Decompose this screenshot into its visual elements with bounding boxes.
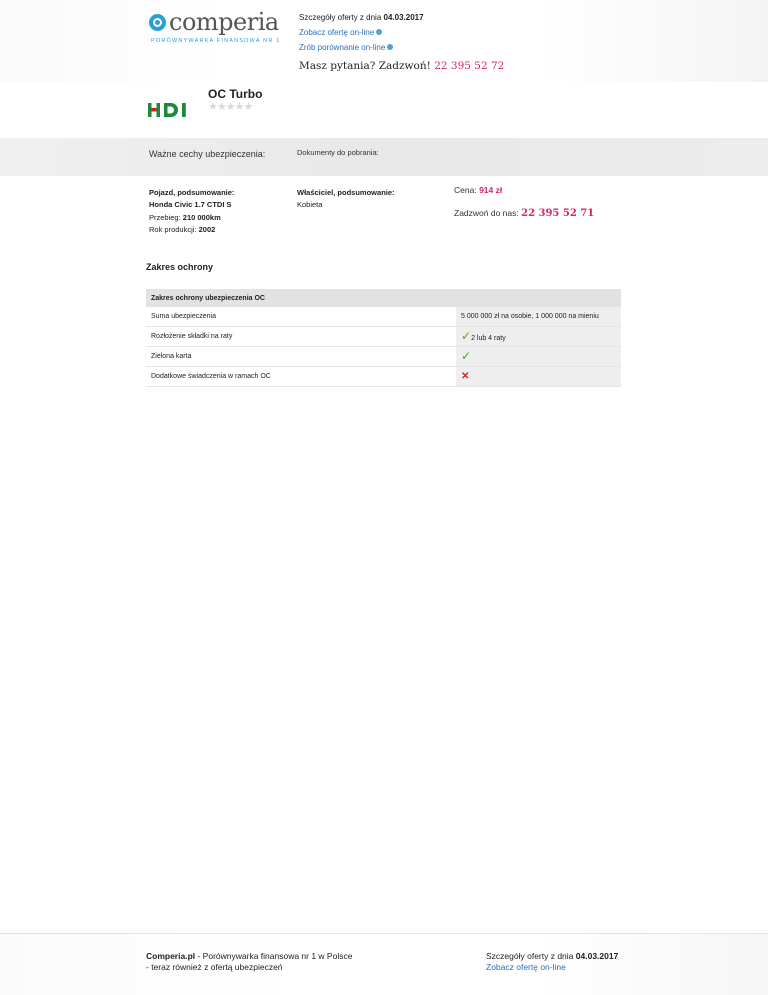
check-icon: ✓ xyxy=(461,329,472,343)
offer-date-line xyxy=(299,13,424,22)
footer-date-line xyxy=(486,951,618,962)
footer-line-2: - teraz również z ofertą ubezpieczeń xyxy=(146,962,283,972)
call-us xyxy=(454,208,594,219)
footer-date-label: Szczegóły oferty z dnia xyxy=(486,951,574,961)
row-value-cell xyxy=(456,347,621,367)
footer-line-1-text: - Porównywarka finansowa nr 1 w Polsce xyxy=(195,951,353,961)
arrow-icon xyxy=(376,29,382,35)
offer-date: 04.03.2017 xyxy=(383,13,424,22)
features-band xyxy=(0,138,768,176)
call-label: Zadzwoń do nas: xyxy=(454,208,519,218)
vehicle-model: Honda Civic 1.7 CTDI S xyxy=(149,200,232,209)
row-label: Suma ubezpieczenia xyxy=(146,307,456,327)
year-value: 2002 xyxy=(198,225,216,234)
price-value: 914 zł xyxy=(479,185,503,195)
footer-line-1 xyxy=(146,951,352,962)
documents-label: Dokumenty do pobrania: xyxy=(297,148,379,157)
offer-date-label: Szczegóły oferty z dnia xyxy=(299,13,382,22)
footer-right xyxy=(486,951,618,973)
mileage-value: 210 000km xyxy=(182,213,221,222)
cross-icon: ✕ xyxy=(461,371,470,382)
arrow-icon xyxy=(387,44,393,50)
owner-heading: Właściciel, podsumowanie: xyxy=(297,188,395,197)
row-value: 2 lub 4 raty xyxy=(471,335,506,342)
contact-question xyxy=(299,60,504,72)
table-row xyxy=(146,367,621,387)
row-label: Dodatkowe świadczenia w ramach OC xyxy=(146,367,456,387)
vehicle-mileage xyxy=(149,213,221,222)
coverage-table xyxy=(146,289,621,387)
compare-line xyxy=(299,43,393,52)
row-value-cell xyxy=(456,327,621,347)
table-header: Zakres ochrony ubezpieczenia OC xyxy=(146,289,621,307)
product-name: OC Turbo xyxy=(208,87,263,101)
table-row xyxy=(146,347,621,367)
table-row xyxy=(146,307,621,327)
logo-tagline: PORÓWNYWARKA FINANSOWA NR 1 xyxy=(151,38,281,44)
footer-site[interactable]: Comperia.pl xyxy=(146,951,196,961)
row-value-cell xyxy=(456,367,621,387)
coverage-title: Zakres ochrony xyxy=(146,262,214,272)
comperia-logo-icon xyxy=(149,14,166,31)
vehicle-heading: Pojazd, podsumowanie: xyxy=(149,188,235,197)
row-label: Rozłożenie składki na raty xyxy=(146,327,456,347)
rating-stars: ★★★★★ xyxy=(208,101,253,113)
price xyxy=(454,185,502,195)
year-label: Rok produkcji: xyxy=(149,225,197,234)
mileage-label: Przebieg: xyxy=(149,213,181,222)
header-phone[interactable]: 22 395 52 72 xyxy=(434,60,505,72)
logo-text: comperia xyxy=(169,8,279,36)
row-label: Zielona karta xyxy=(146,347,456,367)
check-icon: ✓ xyxy=(461,349,472,363)
row-value: 5 000 000 zł na osobie, 1 000 000 na mieniu xyxy=(456,307,621,327)
vehicle-year xyxy=(149,225,215,234)
footer-view-offer-link[interactable]: Zobacz ofertę on-line xyxy=(486,962,566,972)
footer xyxy=(0,933,768,995)
call-phone[interactable]: 22 395 52 71 xyxy=(521,208,595,219)
footer-left xyxy=(146,951,352,973)
table-header-row xyxy=(146,289,621,307)
view-offer-link[interactable]: Zobacz ofertę on-line xyxy=(299,28,375,37)
features-label: Ważne cechy ubezpieczenia: xyxy=(149,149,266,159)
price-label: Cena: xyxy=(454,185,477,195)
question-text: Masz pytania? Zadzwoń! xyxy=(299,60,431,72)
footer-date: 04.03.2017 xyxy=(575,951,619,961)
comperia-logo[interactable] xyxy=(149,8,281,44)
compare-online-link[interactable]: Zrób porównanie on-line xyxy=(299,43,386,52)
hdi-logo xyxy=(148,100,196,120)
owner-value: Kobieta xyxy=(297,200,323,209)
table-row xyxy=(146,327,621,347)
view-offer-line xyxy=(299,28,382,37)
